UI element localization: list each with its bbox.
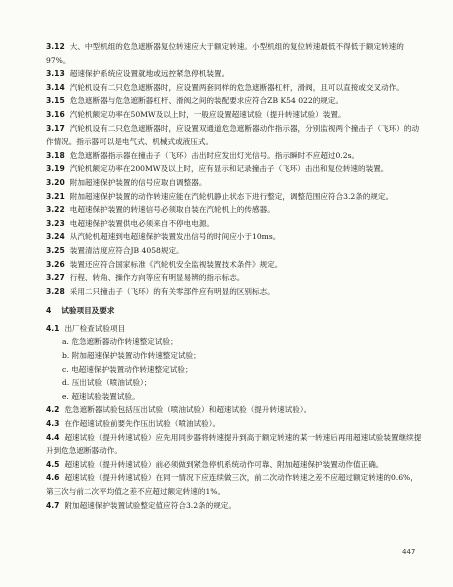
clause-number: 3.19 xyxy=(46,164,65,174)
clause xyxy=(46,81,424,95)
clause-text: 行程、转角、操作方向等应有明显易辨的指示标志。 xyxy=(69,273,245,283)
clause xyxy=(46,67,424,81)
clause-text: 电超速保护装置的转速信号必须取自装在汽轮机上的传感器。 xyxy=(69,205,275,215)
clause xyxy=(46,203,424,217)
clause-text: 附加超速保护装置的信号应取自调整器。 xyxy=(69,177,207,187)
clause xyxy=(46,431,424,458)
clause xyxy=(46,122,424,149)
clause xyxy=(46,94,424,108)
clause xyxy=(46,244,424,258)
clause-number: 4.1 xyxy=(46,323,60,333)
clause xyxy=(46,149,424,163)
clause-text: 超速保护系统应设置就地或远控紧急停机装置。 xyxy=(69,69,230,79)
clause xyxy=(46,40,424,67)
clause-text: 采用二只撞击子（飞环）的有关零部件应有明显的区别标志。 xyxy=(69,286,275,296)
clause-number: 4.7 xyxy=(46,500,60,510)
clause-number: 3.17 xyxy=(46,123,65,133)
clause xyxy=(46,417,424,431)
clause-number: 3.28 xyxy=(46,286,65,296)
clause-text: 在作超速试验前要先作压出试验（喷油试验）。 xyxy=(64,419,221,429)
clause-number: 4.3 xyxy=(46,419,60,429)
section-heading xyxy=(46,304,424,318)
clause-text: 汽轮机额定功率在200MW及以上时，应有显示和记录撞击子（飞环）击出和复位转速的装置。 xyxy=(69,164,389,174)
list-item: c. 电超速保护装置动作转速整定试验； xyxy=(62,364,193,374)
clause xyxy=(46,285,424,299)
clause xyxy=(46,322,424,336)
clause-number: 4.6 xyxy=(46,473,60,483)
clause xyxy=(46,176,424,190)
clause-text: 从汽轮机超速到电超速保护装置发出信号的时间应小于10ms。 xyxy=(69,232,281,242)
clause-text: 附加超速保护装置的动作转速应能在汽轮机静止状态下进行整定，调整范围应符合3.2条的规定。 xyxy=(69,191,394,201)
clause-text: 危急遮断器与危急遮断器杠杆、滑阀之间的装配要求应符合ZB K54 022的规定。 xyxy=(69,96,344,106)
clause-number: 3.22 xyxy=(46,205,65,215)
clause-text: 装置清洁度应符合JB 4058规定。 xyxy=(69,245,184,255)
clause-text: 附加超速保护装置试验整定值应符合3.2条的规定。 xyxy=(64,500,236,510)
clause xyxy=(46,471,424,498)
clause xyxy=(46,258,424,272)
clause-number: 3.25 xyxy=(46,245,65,255)
clause xyxy=(46,190,424,204)
clause-text: 超速试验（提升转速试验）应先用同步器将转速提升到高于额定转速的某一转速后再用超速试验装置继续提升到危急遮断器动作。 xyxy=(46,432,422,456)
clause-text: 超速试验（提升转速试验）前必须做到紧急停机系统动作可靠、附加超速保护装置动作值正确。 xyxy=(64,459,384,469)
clause xyxy=(46,271,424,285)
clause-number: 4.4 xyxy=(46,432,60,442)
clause-text: 汽轮机额定功率在50MW及以上时，一般应设置超速试验（提升转速试验）装置。 xyxy=(69,109,346,119)
list-item: e. 超速试验装置试验。 xyxy=(62,391,140,401)
clause-text: 超速试验（提升转速试验）在同一情况下应连续做三次，前二次动作转速之差不应超过额定转速的0.6%，第三次与前二次平均值之差不应超过额定转速的1%。 xyxy=(46,473,418,496)
clause-text: 大、中型机组的危急遮断器复位转速应大于额定转速。小型机组的复位转速最低不得低于额定转速的97%。 xyxy=(46,42,404,65)
clause-number: 4.2 xyxy=(46,405,60,415)
clause-number: 3.18 xyxy=(46,150,65,160)
list-item: a. 危急遮断器动作转速整定试验； xyxy=(62,337,178,347)
clause-text: 危急遮断器试验包括压出试验（喷油试验）和超速试验（提升转速试验）。 xyxy=(64,405,312,415)
clause xyxy=(46,162,424,176)
clause-number: 3.27 xyxy=(46,273,65,283)
section-number: 4 xyxy=(46,306,52,316)
list-item: d. 压出试验（喷油试验）； xyxy=(62,378,152,388)
clause xyxy=(46,217,424,231)
clause-text: 出厂检查试验项目 xyxy=(64,323,126,333)
clause-text: 危急遮断器指示器在撞击子（飞环）击出时应发出灯光信号。指示瞬时不应超过0.2s。 xyxy=(69,150,360,160)
clause-text: 汽轮机设有二只危急遮断器时，应设置两套同样的危急遮断器杠杆，滑阀，且可以直接或交叉动作。 xyxy=(69,82,404,92)
list-item: b. 附加超速保护装置动作转速整定试验； xyxy=(62,351,201,361)
clause-number: 4.5 xyxy=(46,459,60,469)
clause xyxy=(46,499,424,513)
section-title: 试验项目及要求 xyxy=(61,306,115,316)
clause-text: 汽轮机设有二只危急遮断器时，应设置双通道危急遮断器动作指示器，分别监视两个撞击子（飞环）的动作情况。指示器可以是电气式、机械式或液压式。 xyxy=(46,123,420,147)
clause-text: 电超速保护装置供电必须来自不停电电源。 xyxy=(69,218,215,228)
page-number: 447 xyxy=(402,548,416,556)
clause-text: 装置还应符合国家标准《汽轮机安全监视装置技术条件》规定。 xyxy=(69,259,283,269)
clause-number: 3.23 xyxy=(46,218,65,228)
clause xyxy=(46,458,424,472)
clause xyxy=(46,230,424,244)
clause-number: 3.14 xyxy=(46,82,65,92)
clause-number: 3.13 xyxy=(46,69,65,79)
clause xyxy=(46,403,424,417)
clause-number: 3.12 xyxy=(46,42,65,51)
clause-list xyxy=(46,40,424,512)
clause-number: 3.21 xyxy=(46,191,65,201)
clause-number: 3.24 xyxy=(46,232,65,242)
clause-number: 3.15 xyxy=(46,96,65,106)
clause-number: 3.16 xyxy=(46,109,65,119)
clause-number: 3.26 xyxy=(46,259,65,269)
clause xyxy=(46,108,424,122)
clause-number: 3.20 xyxy=(46,177,65,187)
